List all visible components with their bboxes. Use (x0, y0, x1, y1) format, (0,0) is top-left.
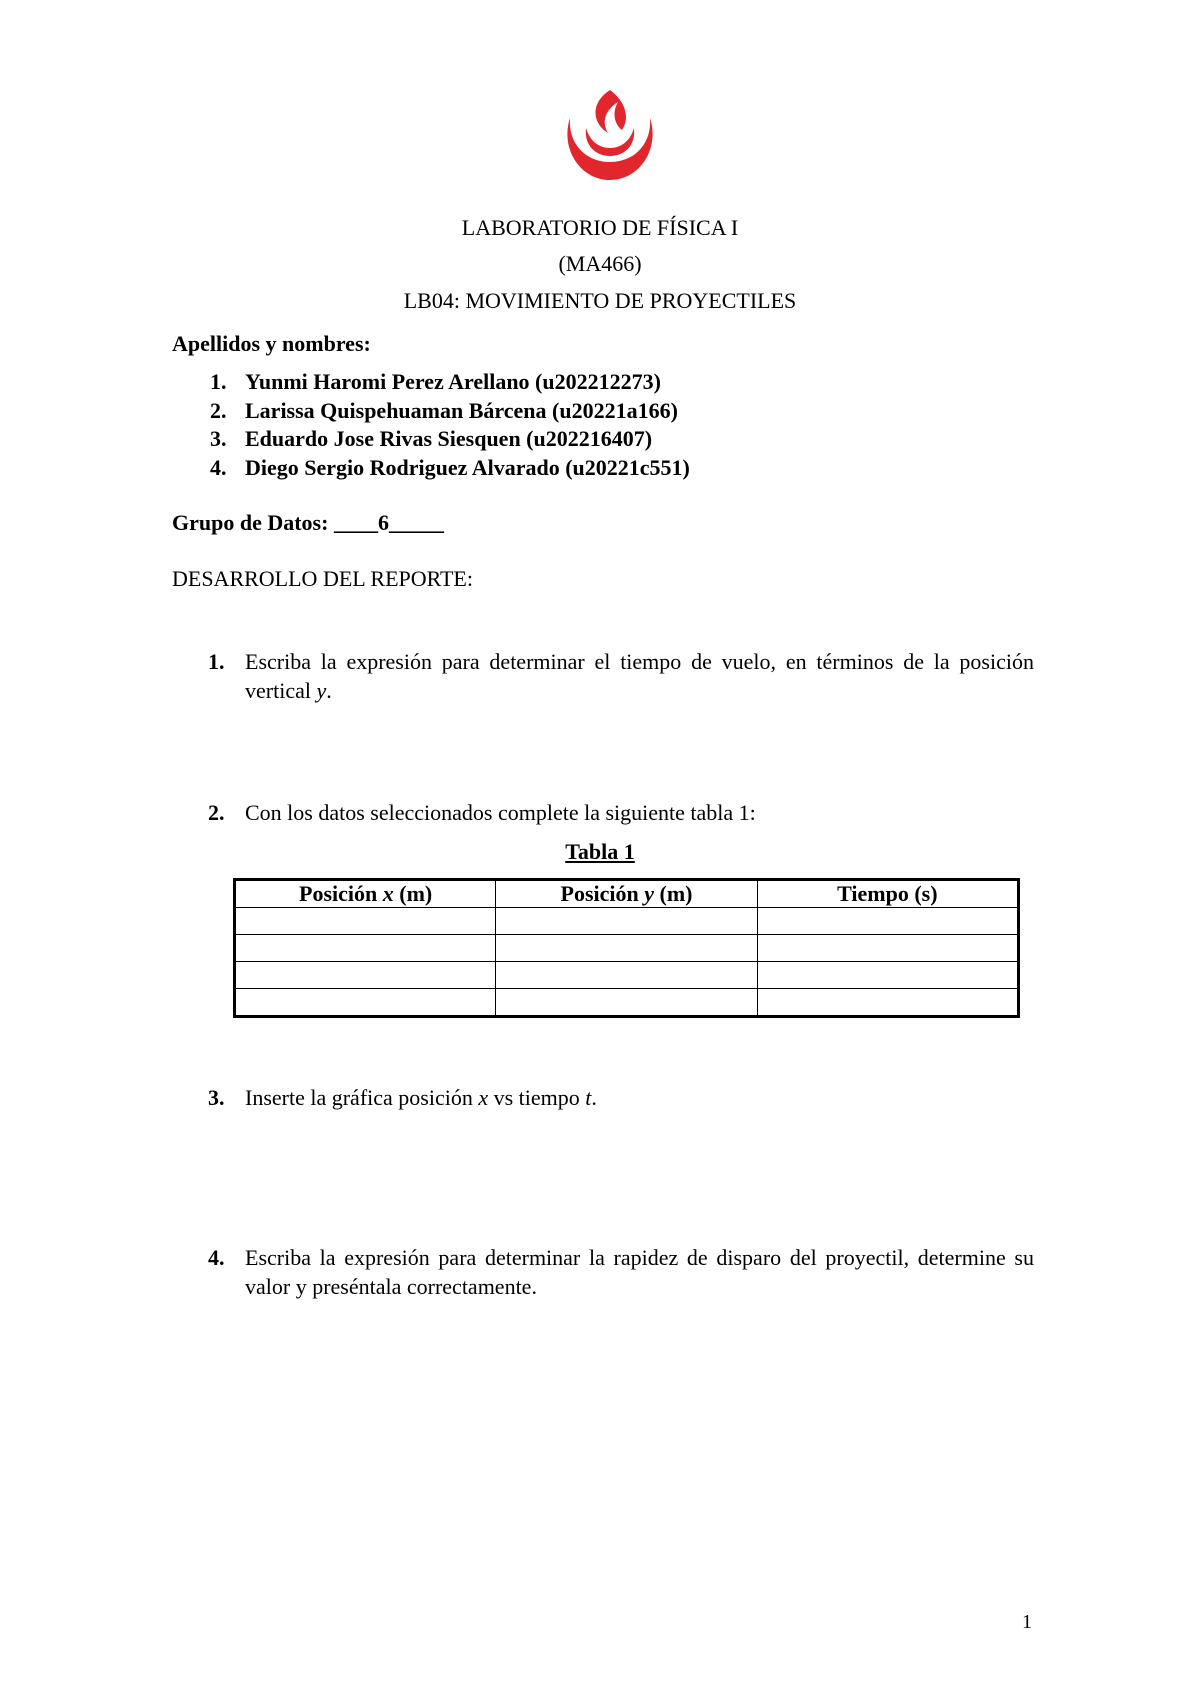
table-cell[interactable] (757, 935, 1018, 962)
table-row (235, 908, 1019, 935)
column-header-time: Tiempo (s) (757, 880, 1018, 908)
table-cell[interactable] (757, 962, 1018, 989)
table-cell[interactable] (235, 962, 496, 989)
table-row (235, 935, 1019, 962)
data-table (233, 878, 1020, 1018)
student-item: 1. Yunmi Haromi Perez Arellano (u202212273) (210, 369, 661, 394)
table-cell[interactable] (496, 935, 757, 962)
question-1: 1. Escriba la expresión para determinar el tiempo de vuelo, en términos de la posición vertical y. (208, 649, 1034, 703)
table-cell[interactable] (235, 935, 496, 962)
question-4: 4. Escriba la expresión para determinar la rapidez de disparo del proyectil, determine su valor y preséntala correctamente. (208, 1245, 1034, 1299)
question-2: 2. Con los datos seleccionados complete la siguiente tabla 1: (208, 800, 756, 825)
table-row (235, 989, 1019, 1017)
table-header-row (235, 880, 1019, 908)
students-label: Apellidos y nombres: (172, 331, 371, 356)
table-cell[interactable] (757, 989, 1018, 1017)
student-item: 3. Eduardo Jose Rivas Siesquen (u202216407) (210, 426, 653, 451)
column-header-position-y: Posición y (m) (496, 880, 757, 908)
document-title: LABORATORIO DE FÍSICA I (461, 215, 739, 240)
group-value: ____6_____ (333, 510, 444, 535)
table-cell[interactable] (496, 989, 757, 1017)
course-code: (MA466) (558, 251, 642, 276)
question-3: 3. Inserte la gráfica posición x vs tiempo t. (208, 1085, 597, 1110)
upc-flame-logo-icon (560, 88, 660, 188)
table-cell[interactable] (757, 908, 1018, 935)
table-cell[interactable] (235, 908, 496, 935)
table-cell[interactable] (496, 908, 757, 935)
students-list (172, 368, 690, 482)
page-number: 1 (1022, 1611, 1032, 1633)
lab-title: LB04: MOVIMIENTO DE PROYECTILES (403, 288, 797, 313)
student-item: 4. Diego Sergio Rodriguez Alvarado (u20221c551) (210, 454, 690, 480)
table-title: Tabla 1 (565, 839, 635, 864)
table-cell[interactable] (235, 989, 496, 1017)
group-label: Grupo de Datos: (172, 510, 329, 535)
group-line (172, 509, 444, 537)
column-header-position-x: Posición x (m) (235, 880, 496, 908)
table-cell[interactable] (496, 962, 757, 989)
table-row (235, 962, 1019, 989)
report-heading: DESARROLLO DEL REPORTE: (172, 566, 473, 591)
student-item: 2. Larissa Quispehuaman Bárcena (u20221a166) (210, 397, 678, 423)
